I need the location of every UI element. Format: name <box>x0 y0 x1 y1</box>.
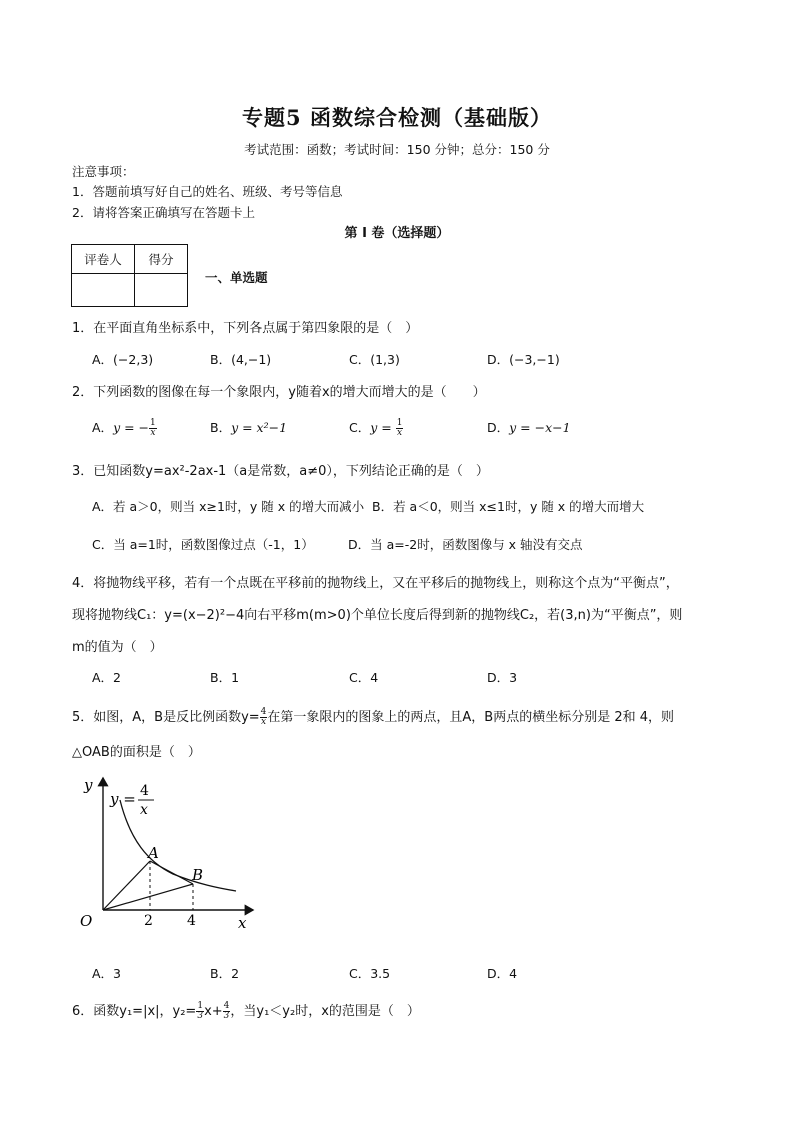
question-5-line-2: △OAB的面积是（ ） <box>72 745 201 760</box>
q5-option-d[interactable]: D．4 <box>487 966 518 981</box>
function-denominator: x <box>140 802 148 818</box>
question-2-stem: 2．下列函数的图像在每一个象限内，y随着x的增大而增大的是（ ） <box>72 385 486 400</box>
q6-fraction-four-third: $\frac{4}{3}$ <box>223 1001 230 1021</box>
tick-label-2: 2 <box>144 913 153 929</box>
segment-ab <box>150 861 193 884</box>
point-b-label: B <box>192 866 204 884</box>
section-title: 第 I 卷（选择题） <box>344 226 450 241</box>
grader-header-reviewer: 评卷人 <box>72 245 135 274</box>
q3-option-d[interactable]: D．当 a=-2时，函数图像与 x 轴没有交点 <box>348 537 583 552</box>
q5-option-c[interactable]: C．3.5 <box>349 966 391 981</box>
q4-option-a[interactable]: A．2 <box>92 670 122 685</box>
grader-table <box>71 244 188 307</box>
q5-option-b[interactable]: B．2 <box>210 966 240 981</box>
q2-option-a-math: y = − <box>113 420 150 435</box>
question-4-line-1: 4．将抛物线平移，若有一个点既在平移前的抛物线上，又在平移后的抛物线上，则称这个点为“平衡点”， <box>72 576 679 591</box>
q2-option-b-math: y = x²−1 <box>231 420 288 435</box>
q5-fraction: $\frac{4}{x}$ <box>260 707 267 727</box>
question-4-line-3: m的值为（ ） <box>72 640 163 655</box>
q6-fraction-one-third: $\frac{1}{3}$ <box>197 1001 204 1021</box>
question-3-stem: 3．已知函数y=ax²-2ax-1（a是常数，a≠0），下列结论正确的是（ ） <box>72 464 489 479</box>
q2-option-d-label: D． <box>487 420 510 435</box>
hyperbola-curve <box>120 800 236 891</box>
notice-item-1: 1．答题前填写好自己的姓名、班级、考号等信息 <box>72 184 343 199</box>
question-4-line-2: 现将抛物线C₁：y=(x−2)²−4向右平移m(m>0)个单位长度后得到新的抛物线C₂，若(3,n)为“平衡点”，则 <box>72 608 683 623</box>
function-numerator: 4 <box>140 783 149 799</box>
question-1-stem: 1．在平面直角坐标系中，下列各点属于第四象限的是（ ） <box>72 321 419 336</box>
q2-option-a-label: A． <box>92 420 114 435</box>
q4-option-b[interactable]: B．1 <box>210 670 240 685</box>
q5-option-a[interactable]: A．3 <box>92 966 122 981</box>
question-5-line-1: 5．如图，A，B是反比例函数y= $\frac{4}{x}$ 在第一象限内的图象上的两点，且A，B两点的横坐标分别是 2和 4，则 <box>72 707 675 727</box>
exam-meta: 考试范围：函数；考试时间：150 分钟；总分：150 分 <box>244 142 550 157</box>
q2-option-d[interactable] <box>487 418 571 436</box>
q2-option-c-math: y = <box>370 420 396 435</box>
q2-option-c-label: C． <box>349 420 371 435</box>
grader-cell-reviewer[interactable] <box>72 274 135 307</box>
notice-heading: 注意事项： <box>72 164 135 179</box>
tick-label-4: 4 <box>187 913 196 929</box>
q1-option-d[interactable]: D．(−3,−1) <box>487 352 560 367</box>
part-title: 一、单选题 <box>205 270 268 285</box>
q2-option-c-fraction: $\frac{1}{x}$ <box>396 418 403 438</box>
q1-option-c[interactable]: C．(1,3) <box>349 352 400 367</box>
q1-option-b[interactable]: B．(4,−1) <box>210 352 272 367</box>
q2-option-b-label: B． <box>210 420 232 435</box>
y-axis-label: y <box>84 776 93 794</box>
question-6-stem: 6．函数y₁=|x|，y₂= $\frac{1}{3}$ x+ $\frac{4}{3}$ ，当y₁＜y₂时，x的范围是（ ） <box>72 1001 420 1021</box>
segment-ob <box>103 884 193 910</box>
q2-option-a-fraction: $\frac{1}{x}$ <box>150 418 156 438</box>
grader-cell-score[interactable] <box>135 274 188 307</box>
q4-option-d[interactable]: D．3 <box>487 670 518 685</box>
q2-option-a[interactable] <box>92 418 157 438</box>
grader-header-score: 得分 <box>135 245 188 274</box>
q2-option-c[interactable] <box>349 418 403 438</box>
q3-option-c[interactable]: C．当 a=1时，函数图像过点（-1，1） <box>92 537 314 552</box>
q2-option-b[interactable] <box>210 418 287 436</box>
q5-function-graph <box>68 770 268 940</box>
q2-option-d-math: y = −x−1 <box>509 420 571 435</box>
page-title: 专题5 函数综合检测（基础版） <box>242 105 552 130</box>
notice-item-2: 2．请将答案正确填写在答题卡上 <box>72 205 255 220</box>
function-lhs: y = <box>110 790 136 808</box>
q3-option-b[interactable]: B．若 a＜0，则当 x≤1时，y 随 x 的增大而增大 <box>372 499 645 514</box>
q4-option-c[interactable]: C．4 <box>349 670 379 685</box>
x-axis-label: x <box>238 914 247 932</box>
origin-label: O <box>80 912 93 930</box>
point-a-label: A <box>148 844 159 862</box>
q1-option-a[interactable]: A．(−2,3) <box>92 352 154 367</box>
q3-option-a[interactable]: A．若 a＞0，则当 x≥1时，y 随 x 的增大而减小 <box>92 499 365 514</box>
